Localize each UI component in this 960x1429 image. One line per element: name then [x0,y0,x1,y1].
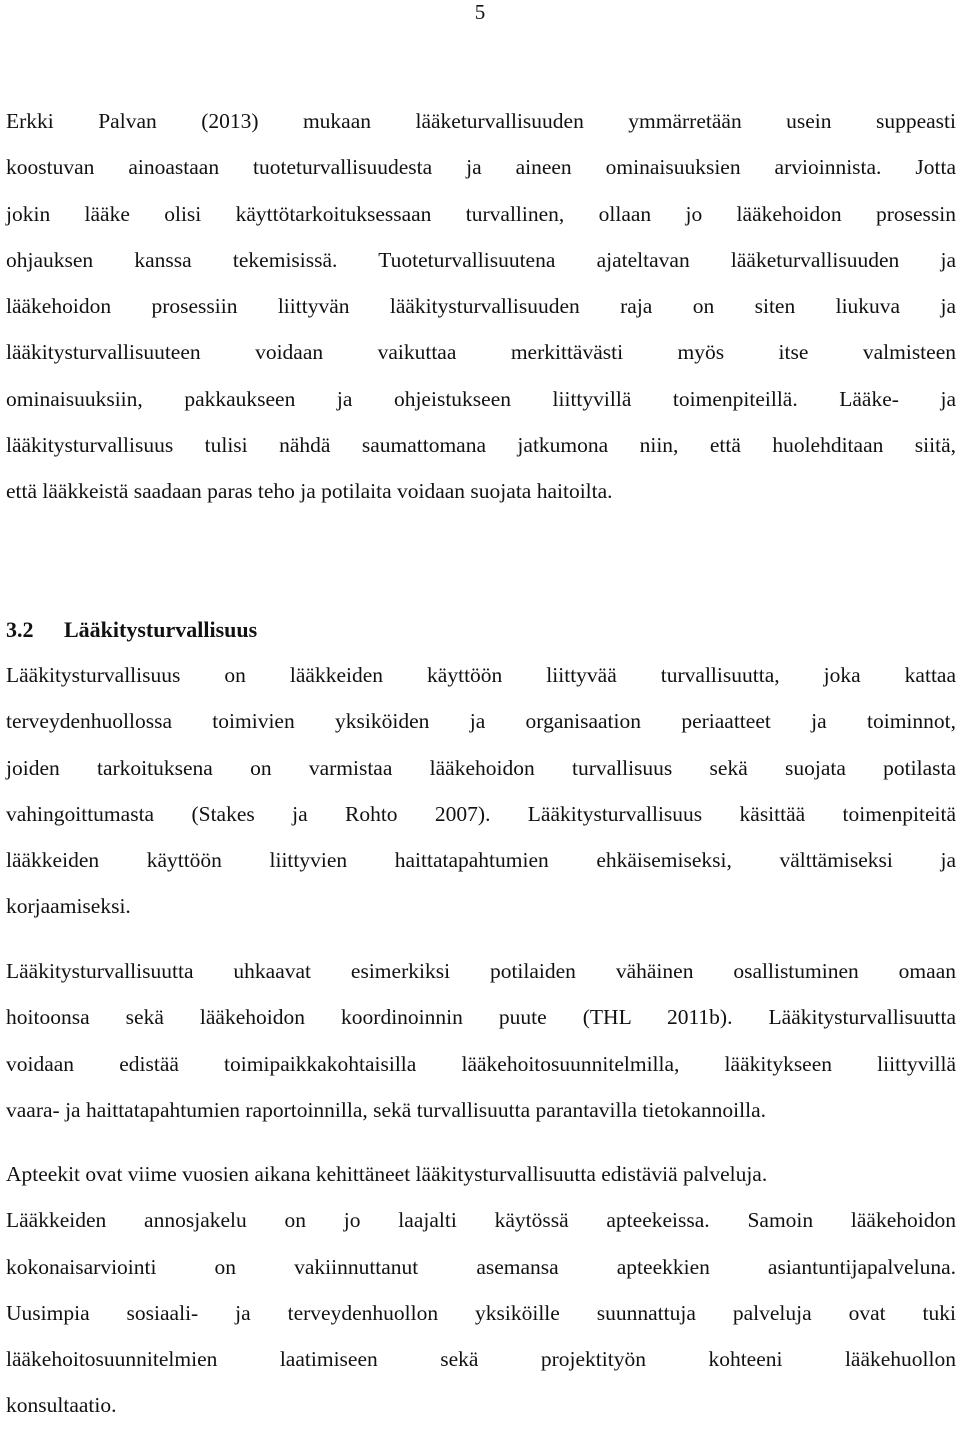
text-line: Lääkkeiden annosjakelu on jo laajalti käytössä apteekeissa. Samoin lääkehoidon [6,1208,956,1233]
section-title: Lääkitysturvallisuus [64,617,258,642]
text-line: ohjauksen kanssa tekemisissä. Tuoteturvallisuutena ajateltavan lääketurvallisuuden ja [6,247,956,272]
page-number: 5 [474,0,486,24]
text-line: vahingoittumasta (Stakes ja Rohto 2007). Lääkitysturvallisuus käsittää toimenpiteitä [6,801,956,826]
text-line: ominaisuuksiin, pakkaukseen ja ohjeistukseen liittyvillä toimenpiteillä. Lääke- ja [6,386,956,411]
intro-paragraph [6,98,956,515]
text-line: Lääkitysturvallisuus on lääkkeiden käyttöön liittyvää turvallisuutta, joka kattaa [6,663,956,687]
text-line: Uusimpia sosiaali- ja terveydenhuollon yksiköille suunnattuja palveluja ovat tuki [6,1300,956,1325]
text-line: lääkkeiden käyttöön liittyvien haittatapahtumien ehkäisemiseksi, välttämiseksi ja [6,848,956,873]
text-line: Apteekit ovat viime vuosien aikana kehittäneet lääkitysturvallisuutta edistäviä palveluja. [6,1162,768,1186]
text-line: voidaan edistää toimipaikkakohtaisilla lääkehoitosuunnitelmilla, lääkitykseen liittyvillä [6,1051,956,1076]
text-line: kokonaisarviointi on vakiinnuttanut asemansa apteekkien asiantuntijapalveluna. [6,1254,956,1279]
text-line: joiden tarkoituksena on varmistaa lääkehoidon turvallisuus sekä suojata potilasta [6,755,956,780]
section-paragraph-2 [6,948,956,1133]
text-line: lääkitysturvallisuus tulisi nähdä saumattomana jatkumona niin, että huolehditaan siitä, [6,433,956,458]
text-line: korjaamiseksi. [6,894,131,919]
text-line: lääkehoidon prosessiin liittyvän lääkitysturvallisuuden raja on siten liukuva ja [6,294,956,319]
text-line: terveydenhuollossa toimivien yksiköiden ja organisaation periaatteet ja toiminnot, [6,709,956,734]
section-paragraph-1 [6,652,956,930]
text-line: lääkehoitosuunnitelmien laatimiseen sekä projektityön kohteeni lääkehuollon [6,1347,956,1372]
text-line: lääkitysturvallisuuteen voidaan vaikuttaa merkittävästi myös itse valmisteen [6,340,956,365]
text-line: vaara- ja haittatapahtumien raportoinnilla, sekä turvallisuutta parantavilla tietokannoilla. [6,1097,766,1122]
text-line: Erkki Palvan (2013) mukaan lääketurvallisuuden ymmärretään usein suppeasti [6,109,956,133]
section-number: 3.2 [6,617,34,642]
section-heading [6,610,257,650]
text-line: Lääkitysturvallisuutta uhkaavat esimerkiksi potilaiden vähäinen osallistuminen omaan [6,959,956,983]
text-line: konsultaatio. [6,1393,117,1418]
section-paragraph-3 [6,1151,956,1429]
text-line: hoitoonsa sekä lääkehoidon koordinoinnin puute (THL 2011b). Lääkitysturvallisuutta [6,1005,956,1030]
text-line: koostuvan ainoastaan tuoteturvallisuudesta ja aineen ominaisuuksien arvioinnista. Jotta [6,155,956,180]
text-line: että lääkkeistä saadaan paras teho ja potilaita voidaan suojata haitoilta. [6,479,613,504]
text-line: jokin lääke olisi käyttötarkoituksessaan turvallinen, ollaan jo lääkehoidon prosessin [6,201,956,226]
